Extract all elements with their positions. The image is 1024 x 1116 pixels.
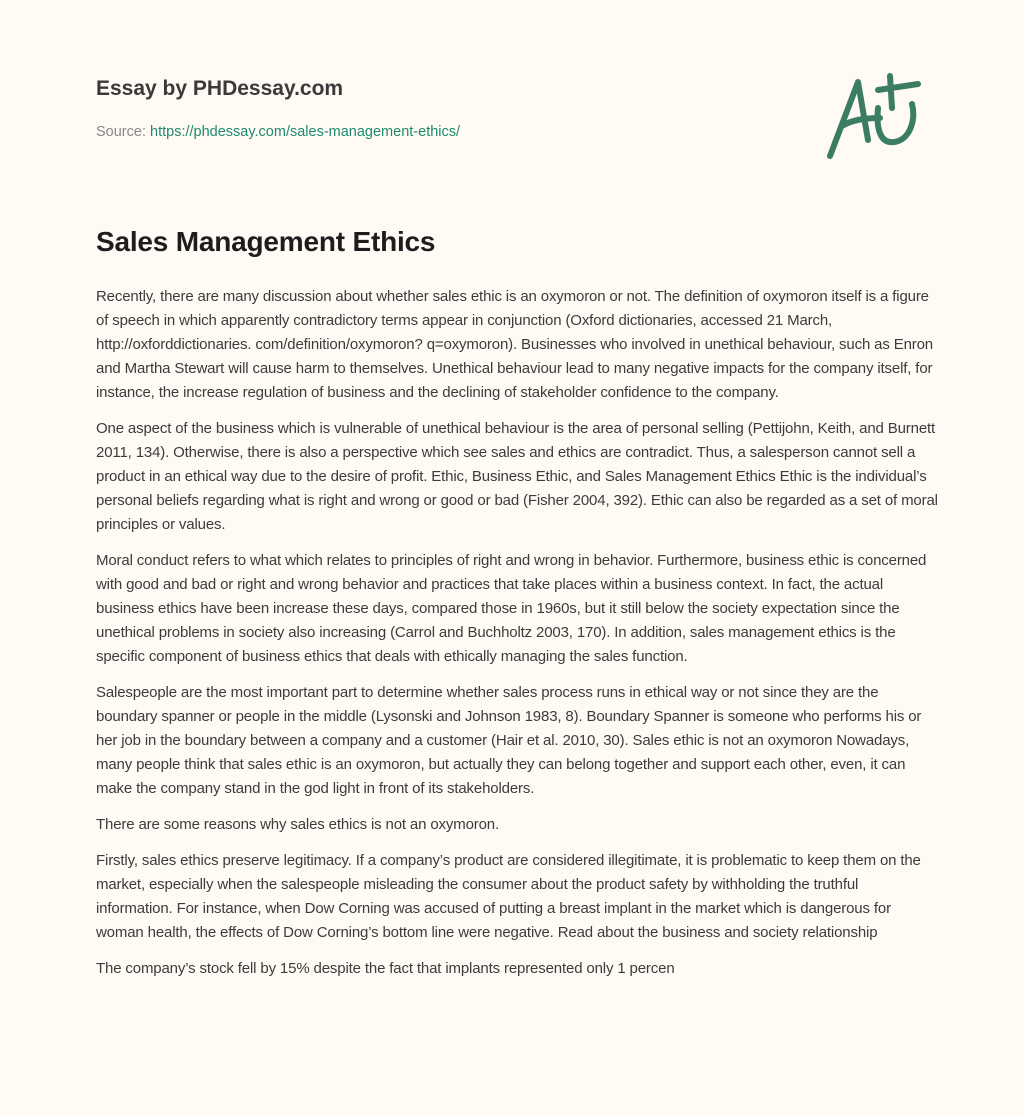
a-plus-logo-icon	[820, 68, 930, 168]
essay-body	[96, 285, 938, 993]
source-line	[96, 124, 460, 140]
paragraph: Salespeople are the most important part to determine whether sales process runs in ethical way or not since they are the boundary spanner or people in the middle (Lysonski and Johnson 1983, 8). Boundary Spanner is someone who performs his or her job in the boundary between a company and a customer (Hair et al. 2010, 30). Sales ethic is not an oxymoron Nowadays, many people think that sales ethic is an oxymoron, but actually they can belong together and support each other, even, it can make the company stand in the god light in front of its stakeholders.	[96, 684, 922, 797]
paragraph: Firstly, sales ethics preserve legitimacy. If a company’s product are considered illegitimate, it is problematic to keep them on the market, especially when the salespeople misleading the consumer about the product safety by withholding the truthful information. For instance, when Dow Corning was accused of putting a breast implant in the market which is dangerous for woman health, the effects of Dow Corning’s bottom line were negative. Read about the business and society relationship	[96, 852, 921, 941]
paragraph: Recently, there are many discussion about whether sales ethic is an oxymoron or not. The definition of oxymoron itself is a figure of speech in which apparently contradictory terms appear in conjunction (Oxford dictionaries, accessed 21 March, http://oxforddictionaries. com/definition/oxymoron? q=oxymoron). Businesses who involved in unethical behaviour, such as Enron and Martha Stewart will cause harm to themselves. Unethical behaviour lead to many negative impacts for the company itself, for instance, the increase regulation of business and the declining of stakeholder confidence to the company.	[96, 288, 933, 401]
site-title: Essay by PHDessay.com	[96, 77, 344, 100]
paragraph: The company’s stock fell by 15% despite the fact that implants represented only 1 percen	[96, 960, 675, 977]
paragraph: Moral conduct refers to what which relates to principles of right and wrong in behavior. Furthermore, business ethic is concerned with good and bad or right and wrong behavior and practices that take places within a business context. In fact, the actual business ethics have been increase these days, compared those in 1960s, but it still below the society expectation since the unethical problems in society also increasing (Carrol and Buchholtz 2003, 170). In addition, sales management ethics is the specific component of business ethics that deals with ethically managing the sales function.	[96, 552, 927, 665]
paragraph: One aspect of the business which is vulnerable of unethical behaviour is the area of personal selling (Pettijohn, Keith, and Burnett 2011, 134). Otherwise, there is also a perspective which see sales and ethics are contradict. Thus, a salesperson cannot sell a product in an ethical way due to the desire of profit. Ethic, Business Ethic, and Sales Management Ethics Ethic is the individual’s personal beliefs regarding what is right and wrong or good or bad (Fisher 2004, 392). Ethic can also be regarded as a set of moral principles or values.	[96, 420, 938, 533]
paragraph: There are some reasons why sales ethics is not an oxymoron.	[96, 816, 500, 833]
source-link[interactable]: https://phdessay.com/sales-management-ethics/	[150, 124, 461, 140]
source-label: Source:	[96, 124, 146, 140]
essay-title: Sales Management Ethics	[96, 226, 436, 257]
